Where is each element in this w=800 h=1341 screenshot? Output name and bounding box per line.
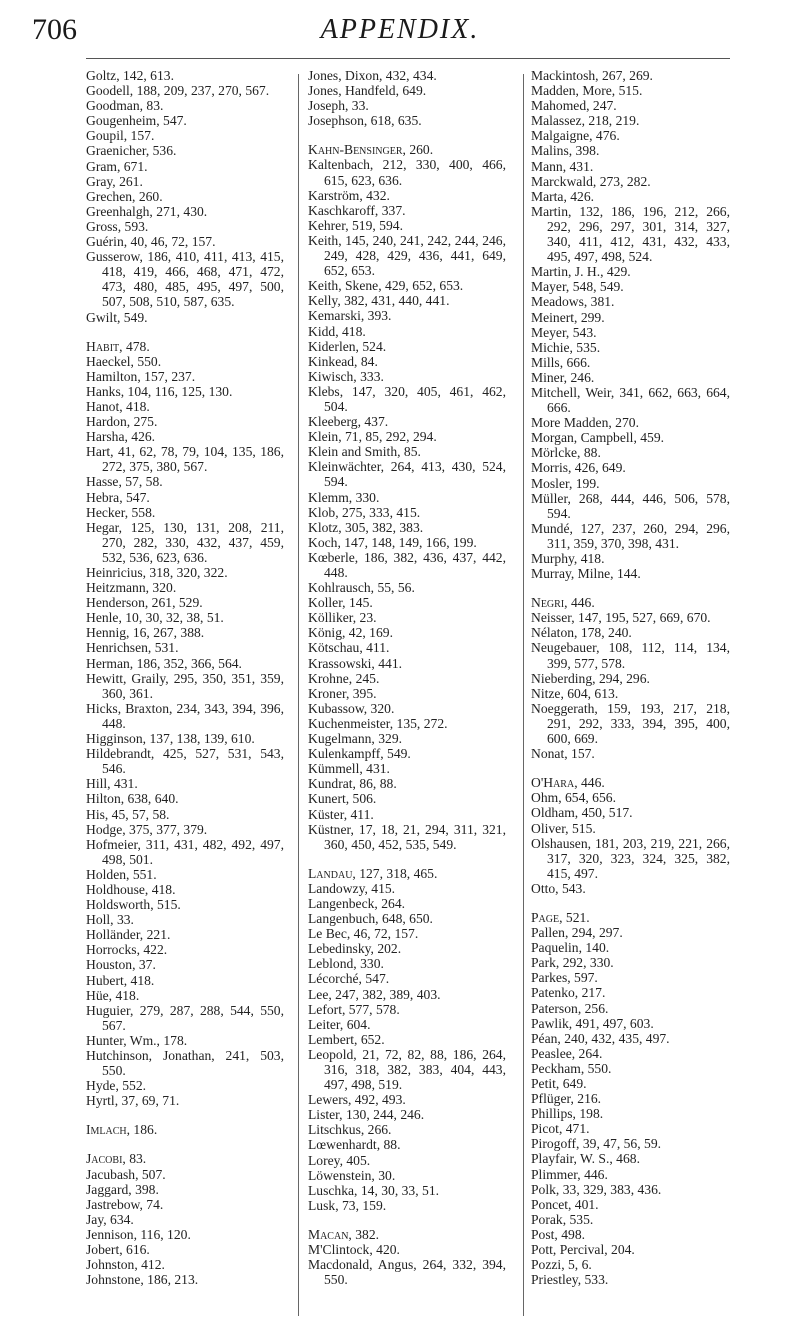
section-gap (86, 325, 284, 339)
index-entry: Koch, 147, 148, 149, 166, 199. (308, 534, 477, 550)
index-entry: Huguier, 279, 287, 288, 544, 550, 567. (86, 1002, 284, 1033)
index-entry: Gross, 593. (86, 218, 149, 234)
index-entry: Klob, 275, 333, 415. (308, 504, 421, 520)
section-gap (308, 1213, 506, 1227)
index-entry: Mundé, 127, 237, 260, 294, 296, 311, 359, 370, 398, 431. (531, 520, 730, 551)
index-entry: Gram, 671. (86, 158, 148, 174)
index-entry: Landowzy, 415. (308, 880, 396, 896)
index-entry: Gougenheim, 547. (86, 113, 187, 129)
index-entry: Gray, 261. (86, 173, 143, 189)
index-entry: Meyer, 543. (531, 324, 597, 340)
index-entry: Hutchinson, Jonathan, 241, 503, 550. (86, 1048, 284, 1079)
index-entry: Phillips, 198. (531, 1106, 604, 1122)
index-entry: Hegar, 125, 130, 131, 208, 211, 270, 282, 330, 432, 437, 459, 532, 536, 623, 636. (86, 519, 284, 565)
running-title: APPENDIX. (320, 14, 480, 45)
index-entry: Malgaigne, 476. (531, 128, 620, 144)
index-entry: Jay, 634. (86, 1211, 134, 1227)
index-entry: Macdonald, Angus, 264, 332, 394, 550. (308, 1257, 506, 1288)
index-entry: Lee, 247, 382, 389, 403. (308, 986, 441, 1002)
index-entry: Morgan, Campbell, 459. (531, 430, 665, 446)
index-entry: Goupil, 157. (86, 128, 155, 144)
index-entry: Pallen, 294, 297. (531, 925, 623, 941)
index-entry: Meadows, 381. (531, 294, 615, 310)
index-entry: Neugebauer, 108, 112, 114, 134, 399, 577, 578. (531, 640, 730, 671)
index-entry: Goodman, 83. (86, 98, 164, 114)
index-entry: Holdhouse, 418. (86, 881, 176, 897)
index-entry: Kubassow, 320. (308, 700, 395, 716)
index-entry: Nonat, 157. (531, 746, 595, 762)
index-entry: König, 42, 169. (308, 625, 393, 641)
index-entry: Leiter, 604. (308, 1016, 371, 1032)
index-entry: Landau, 127, 318, 465. (308, 865, 438, 881)
index-entry: Pirogoff, 39, 47, 56, 59. (531, 1136, 662, 1152)
index-entry: Löwenstein, 30. (308, 1167, 396, 1183)
index-entry: Pflüger, 216. (531, 1091, 602, 1107)
index-entry: Mosler, 199. (531, 475, 600, 491)
index-entry: Langenbuch, 648, 650. (308, 911, 433, 927)
index-entry: Kunert, 506. (308, 791, 377, 807)
index-entry: Harsha, 426. (86, 429, 156, 445)
index-entry: Lewers, 492, 493. (308, 1092, 406, 1108)
index-entry: Kehrer, 519, 594. (308, 217, 403, 233)
index-entry: Koller, 145. (308, 595, 373, 611)
index-entry: Marta, 426. (531, 188, 595, 204)
index-entry: Grechen, 260. (86, 188, 163, 204)
index-entry: Graenicher, 536. (86, 143, 177, 159)
index-entry: Kuchenmeister, 135, 272. (308, 715, 448, 731)
index-entry: Gwilt, 549. (86, 309, 148, 325)
index-entry: Hasse, 57, 58. (86, 474, 163, 490)
index-entry: Heinricius, 318, 320, 322. (86, 565, 228, 580)
index-entry: Mills, 666. (531, 354, 591, 370)
index-entry: Kötschau, 411. (308, 640, 390, 656)
index-entry: O'Hara, 446. (531, 775, 605, 791)
index-entry: Péan, 240, 432, 435, 497. (531, 1030, 670, 1046)
index-entry: Nélaton, 178, 240. (531, 625, 632, 641)
index-entry: Kleinwächter, 264, 413, 430, 524, 594. (308, 459, 506, 490)
index-entry: Hill, 431. (86, 776, 138, 792)
index-entry: Mann, 431. (531, 158, 594, 174)
index-entry: M'Clintock, 420. (308, 1242, 400, 1258)
index-entry: Martin, J. H., 429. (531, 264, 631, 280)
index-entry: Jennison, 116, 120. (86, 1226, 191, 1242)
index-entry: Murphy, 418. (531, 551, 605, 566)
index-entry: Hecker, 558. (86, 504, 156, 520)
index-entry: Priestley, 533. (531, 1272, 609, 1288)
index-entry: Müller, 268, 444, 446, 506, 578, 594. (531, 490, 730, 521)
index-entry: Park, 292, 330. (531, 955, 614, 971)
index-entry: Hicks, Braxton, 234, 343, 394, 396, 448. (86, 700, 284, 731)
index-entry: Hanot, 418. (86, 398, 150, 414)
index-entry: Le Bec, 46, 72, 157. (308, 926, 419, 942)
index-entry: Jobert, 616. (86, 1242, 150, 1258)
index-entry: Jones, Dixon, 432, 434. (308, 68, 437, 83)
index-entry: Holden, 551. (86, 866, 157, 882)
index-entry: Neisser, 147, 195, 527, 669, 670. (531, 610, 711, 626)
index-entry: Kümmell, 431. (308, 761, 390, 777)
index-entry: Kidd, 418. (308, 323, 366, 339)
index-entry: Hilton, 638, 640. (86, 791, 179, 807)
index-entry: More Madden, 270. (531, 415, 639, 431)
index-entry: Guérin, 40, 46, 72, 157. (86, 234, 216, 250)
index-entry: Keith, 145, 240, 241, 242, 244, 246, 249, 428, 429, 436, 441, 649, 652, 653. (308, 232, 506, 279)
index-entry: His, 45, 57, 58. (86, 806, 170, 822)
index-entry: Hart, 41, 62, 78, 79, 104, 135, 186, 272, 375, 380, 567. (86, 444, 284, 475)
index-entry: Habit, 478. (86, 338, 150, 354)
index-entry: Holdsworth, 515. (86, 897, 181, 913)
page-header (0, 8, 800, 52)
index-entry: Miner, 246. (531, 369, 595, 385)
column-divider (523, 74, 524, 1316)
index-entry: Mahomed, 247. (531, 98, 617, 114)
index-entry: Mitchell, Weir, 341, 662, 663, 664, 666. (531, 384, 730, 416)
index-entry: Hofmeier, 311, 431, 482, 492, 497, 498, 501. (86, 836, 284, 867)
index-entry: Kleeberg, 437. (308, 414, 389, 430)
index-entry: Hüe, 418. (86, 987, 140, 1003)
index-entry: Holl, 33. (86, 912, 134, 928)
index-entry: Kahn-Bensinger, 260. (308, 142, 434, 158)
index-entry: Pozzi, 5, 6. (531, 1257, 592, 1273)
index-entry: Playfair, W. S., 468. (531, 1151, 640, 1167)
index-entry: Lebedinsky, 202. (308, 941, 402, 957)
index-entry: Krohne, 245. (308, 670, 380, 686)
index-entry: Kelly, 382, 431, 440, 441. (308, 293, 450, 309)
index-entry: Hennig, 16, 267, 388. (86, 625, 205, 641)
index-entry: Jones, Handfeld, 649. (308, 83, 427, 99)
index-entry: Kölliker, 23. (308, 610, 377, 626)
index-column-3 (531, 68, 730, 1318)
index-entry: Henderson, 261, 529. (86, 595, 203, 611)
index-entry: Klebs, 147, 320, 405, 461, 462, 504. (308, 383, 506, 414)
index-entry: Pott, Percival, 204. (531, 1242, 635, 1258)
index-entry: Hunter, Wm., 178. (86, 1032, 188, 1048)
index-entry: Kaltenbach, 212, 330, 400, 466, 615, 623, 636. (308, 157, 506, 188)
index-entry: Hardon, 275. (86, 414, 158, 430)
index-entry: Luschka, 14, 30, 33, 51. (308, 1182, 440, 1198)
index-entry: Imlach, 186. (86, 1122, 158, 1138)
index-entry: Paterson, 256. (531, 1000, 609, 1016)
index-entry: Macan, 382. (308, 1226, 380, 1242)
index-entry: Henrichsen, 531. (86, 640, 179, 656)
index-entry: Klein, 71, 85, 292, 294. (308, 429, 437, 445)
section-gap (308, 128, 506, 142)
index-entry: Lorey, 405. (308, 1152, 371, 1168)
index-entry: Picot, 471. (531, 1121, 590, 1137)
index-entry: Page, 521. (531, 909, 590, 925)
index-entry: Kiwisch, 333. (308, 368, 384, 384)
index-entry: Patenko, 217. (531, 985, 606, 1001)
index-entry: Kundrat, 86, 88. (308, 776, 397, 792)
index-entry: Nitze, 604, 613. (531, 685, 619, 701)
index-entry: Goltz, 142, 613. (86, 68, 174, 83)
index-entry: Gusserow, 186, 410, 411, 413, 415, 418, 419, 466, 468, 471, 472, 473, 480, 485, 495, 497, 500, 507, 508, 510, 587, 635. (86, 249, 284, 310)
index-entry: Polk, 33, 329, 383, 436. (531, 1181, 662, 1197)
index-entry: Hamilton, 157, 237. (86, 368, 196, 384)
index-entry: Hyde, 552. (86, 1078, 147, 1094)
section-gap (531, 761, 730, 775)
index-entry: Kemarski, 393. (308, 308, 392, 324)
index-entry: Houston, 37. (86, 957, 156, 973)
index-entry: Kroner, 395. (308, 685, 377, 701)
index-entry: Post, 498. (531, 1226, 586, 1242)
index-entry: Lœwenhardt, 88. (308, 1137, 401, 1153)
index-entry: Kohlrausch, 55, 56. (308, 580, 415, 596)
section-gap (308, 852, 506, 866)
index-entry: Pawlik, 491, 497, 603. (531, 1015, 654, 1031)
index-entry: Oldham, 450, 517. (531, 805, 633, 821)
index-entry: Otto, 543. (531, 880, 586, 896)
index-entry: Lusk, 73, 159. (308, 1197, 387, 1213)
index-entry: Ohm, 654, 656. (531, 790, 616, 806)
index-entry: Kœberle, 186, 382, 436, 437, 442, 448. (308, 549, 506, 580)
index-entry: Lefort, 577, 578. (308, 1001, 400, 1017)
index-entry: Marckwald, 273, 282. (531, 173, 651, 189)
index-entry: Jacobi, 83. (86, 1151, 147, 1167)
index-entry: Henle, 10, 30, 32, 38, 51. (86, 610, 224, 626)
index-entry: Karström, 432. (308, 187, 390, 203)
index-entry: Johnston, 412. (86, 1257, 165, 1273)
index-entry: Litschkus, 266. (308, 1122, 392, 1138)
index-entry: Negri, 446. (531, 595, 595, 611)
index-entry: Hebra, 547. (86, 489, 150, 505)
index-entry: Petit, 649. (531, 1076, 587, 1091)
index-entry: Madden, More, 515. (531, 83, 643, 99)
index-entry: Nieberding, 294, 296. (531, 670, 650, 686)
index-entry: Poncet, 401. (531, 1196, 599, 1212)
header-rule (86, 58, 730, 59)
index-entry: Klemm, 330. (308, 489, 380, 505)
index-entry: Jastrebow, 74. (86, 1196, 164, 1212)
index-entry: Peckham, 550. (531, 1060, 612, 1076)
section-gap (86, 1137, 284, 1151)
index-entry: Hodge, 375, 377, 379. (86, 821, 208, 837)
column-divider (298, 74, 299, 1316)
section-gap (531, 581, 730, 595)
index-columns (86, 68, 730, 1318)
index-entry: Johnstone, 186, 213. (86, 1272, 199, 1288)
index-entry: Murray, Milne, 144. (531, 566, 641, 582)
index-entry: Josephson, 618, 635. (308, 113, 422, 129)
index-entry: Higginson, 137, 138, 139, 610. (86, 731, 255, 747)
index-entry: Joseph, 33. (308, 98, 369, 114)
section-gap (531, 896, 730, 910)
index-entry: Heitzmann, 320. (86, 580, 177, 596)
index-entry: Porak, 535. (531, 1211, 594, 1227)
index-entry: Noeggerath, 159, 193, 217, 218, 291, 292, 333, 394, 395, 400, 600, 669. (531, 700, 730, 747)
index-entry: Kinkead, 84. (308, 353, 378, 369)
index-column-2 (308, 68, 506, 1318)
index-entry: Lister, 130, 244, 246. (308, 1107, 425, 1123)
index-entry: Malassez, 218, 219. (531, 113, 640, 129)
index-entry: Goodell, 188, 209, 237, 270, 567. (86, 83, 270, 99)
index-entry: Jaggard, 398. (86, 1181, 159, 1197)
index-entry: Olshausen, 181, 203, 219, 221, 266, 317, 320, 323, 324, 325, 382, 415, 497. (531, 835, 730, 881)
index-entry: Lembert, 652. (308, 1031, 385, 1047)
index-entry: Krassowski, 441. (308, 655, 403, 671)
index-entry: Holländer, 221. (86, 927, 171, 943)
index-entry: Greenhalgh, 271, 430. (86, 203, 208, 219)
index-entry: Malins, 398. (531, 143, 600, 159)
index-entry: Kulenkampff, 549. (308, 746, 411, 762)
index-entry: Klein and Smith, 85. (308, 444, 421, 460)
index-entry: Paquelin, 140. (531, 940, 610, 956)
index-entry: Martin, 132, 186, 196, 212, 266, 292, 296, 297, 301, 314, 327, 340, 411, 412, 431, 432, 433, 495, 497, 498, 524. (531, 203, 730, 265)
index-entry: Horrocks, 422. (86, 942, 168, 958)
index-entry: Jacubash, 507. (86, 1166, 166, 1182)
index-entry: Parkes, 597. (531, 970, 598, 986)
index-entry: Oliver, 515. (531, 820, 596, 836)
index-entry: Hubert, 418. (86, 972, 155, 988)
index-entry: Mackintosh, 267, 269. (531, 68, 653, 83)
index-entry: Hyrtl, 37, 69, 71. (86, 1093, 180, 1109)
index-entry: Meinert, 299. (531, 309, 605, 325)
index-entry: Küstner, 17, 18, 21, 294, 311, 321, 360, 450, 452, 535, 549. (308, 821, 506, 852)
index-entry: Hewitt, Graily, 295, 350, 351, 359, 360, 361. (86, 670, 284, 701)
index-entry: Lécorché, 547. (308, 971, 390, 987)
index-entry: Michie, 535. (531, 339, 601, 355)
index-entry: Küster, 411. (308, 806, 374, 822)
index-entry: Haeckel, 550. (86, 353, 162, 369)
index-entry: Langenbeck, 264. (308, 895, 406, 911)
index-entry: Kaschkaroff, 337. (308, 202, 406, 218)
index-entry: Plimmer, 446. (531, 1166, 608, 1182)
index-entry: Hanks, 104, 116, 125, 130. (86, 383, 233, 399)
index-entry: Mörlcke, 88. (531, 445, 601, 461)
index-entry: Hildebrandt, 425, 527, 531, 543, 546. (86, 746, 284, 777)
index-column-1 (86, 68, 284, 1318)
index-entry: Mayer, 548, 549. (531, 279, 624, 295)
index-entry: Leblond, 330. (308, 956, 384, 972)
index-entry: Peaslee, 264. (531, 1045, 603, 1061)
page-number: 706 (32, 13, 77, 46)
index-entry: Herman, 186, 352, 366, 564. (86, 655, 242, 671)
index-entry: Kugelmann, 329. (308, 731, 403, 747)
index-entry: Leopold, 21, 72, 82, 88, 186, 264, 316, 318, 382, 383, 404, 443, 497, 498, 519. (308, 1046, 506, 1093)
index-entry: Morris, 426, 649. (531, 460, 626, 476)
index-entry: Keith, Skene, 429, 652, 653. (308, 278, 464, 294)
index-entry: Klotz, 305, 382, 383. (308, 519, 424, 535)
index-entry: Kiderlen, 524. (308, 338, 387, 354)
section-gap (86, 1108, 284, 1122)
